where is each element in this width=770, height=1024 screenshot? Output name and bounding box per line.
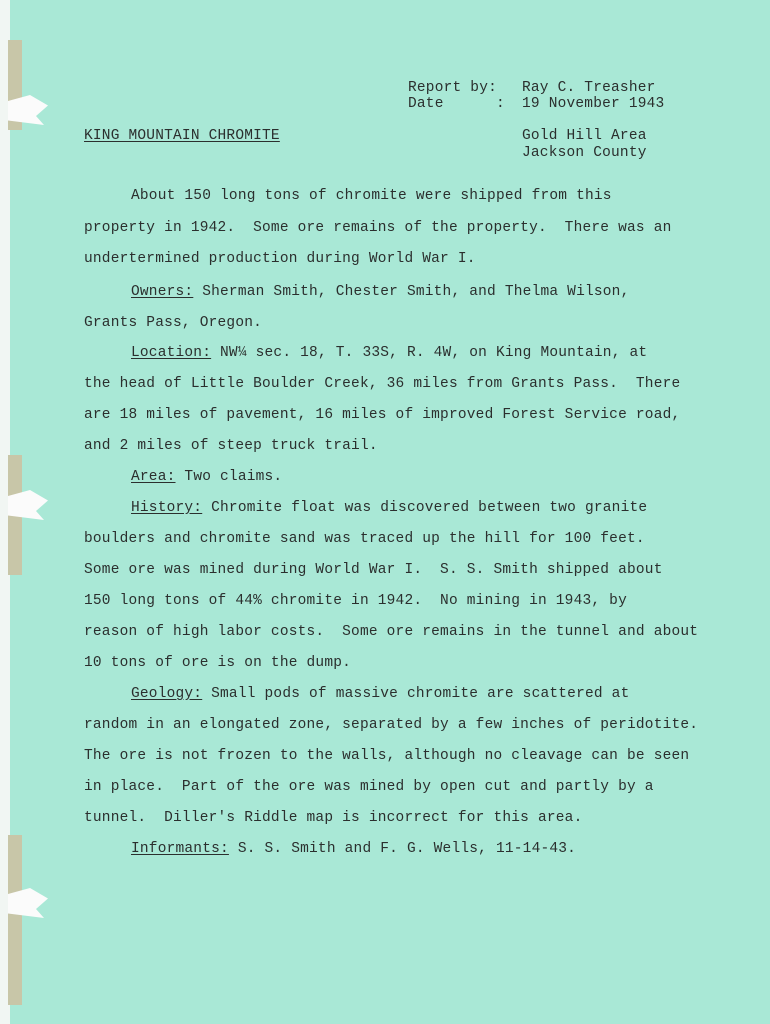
- geology-label: Geology:: [131, 686, 203, 702]
- history-line: 150 long tons of 44% chromite in 1942. No mining in 1943, by: [84, 593, 627, 609]
- document-title: KING MOUNTAIN CHROMITE: [84, 128, 280, 144]
- intro-line: property in 1942. Some ore remains of the property. There was an: [84, 220, 672, 236]
- history-text: Chromite float was discovered between two granite: [202, 500, 648, 516]
- area-text: Two claims.: [175, 469, 283, 485]
- history-line: boulders and chromite sand was traced up the hill for 100 feet.: [84, 531, 645, 547]
- date-label: Date: [408, 96, 444, 112]
- owners-paragraph: [131, 284, 629, 300]
- date-colon: :: [496, 96, 505, 112]
- informants-paragraph: [131, 841, 576, 857]
- report-by-label: Report by:: [408, 80, 498, 96]
- intro-line: About 150 long tons of chromite were shipped from this: [131, 188, 612, 204]
- area-name: Gold Hill Area: [522, 128, 647, 144]
- geology-line: tunnel. Diller's Riddle map is incorrect for this area.: [84, 810, 583, 826]
- owners-line: Grants Pass, Oregon.: [84, 315, 263, 331]
- geology-line: random in an elongated zone, separated by a few inches of peridotite.: [84, 717, 699, 733]
- owners-label: Owners:: [131, 284, 194, 300]
- owners-text: Sherman Smith, Chester Smith, and Thelma Wilson,: [193, 284, 630, 300]
- location-line: the head of Little Boulder Creek, 36 miles from Grants Pass. There: [84, 376, 681, 392]
- location-label: Location:: [131, 345, 212, 361]
- area-label: Area:: [131, 469, 176, 485]
- geology-text: Small pods of massive chromite are scattered at: [202, 686, 630, 702]
- history-line: reason of high labor costs. Some ore remains in the tunnel and about: [84, 624, 699, 640]
- location-paragraph: [131, 345, 647, 361]
- location-text: NW¼ sec. 18, T. 33S, R. 4W, on King Mountain, at: [211, 345, 648, 361]
- geology-paragraph: [131, 686, 630, 702]
- informants-text: S. S. Smith and F. G. Wells, 11-14-43.: [228, 841, 577, 857]
- date-value: 19 November 1943: [522, 96, 665, 112]
- history-line: Some ore was mined during World War I. S. S. Smith shipped about: [84, 562, 663, 578]
- area-paragraph: [131, 469, 282, 485]
- county-name: Jackson County: [522, 145, 647, 161]
- intro-line: undertermined production during World War I.: [84, 251, 476, 267]
- history-line: 10 tons of ore is on the dump.: [84, 655, 352, 671]
- informants-label: Informants:: [131, 841, 229, 857]
- report-by-value: Ray C. Treasher: [522, 80, 656, 96]
- geology-line: in place. Part of the ore was mined by open cut and partly by a: [84, 779, 654, 795]
- history-label: History:: [131, 500, 203, 516]
- history-paragraph: [131, 500, 647, 516]
- location-line: and 2 miles of steep truck trail.: [84, 438, 378, 454]
- geology-line: The ore is not frozen to the walls, although no cleavage can be seen: [84, 748, 690, 764]
- location-line: are 18 miles of pavement, 16 miles of improved Forest Service road,: [84, 407, 681, 423]
